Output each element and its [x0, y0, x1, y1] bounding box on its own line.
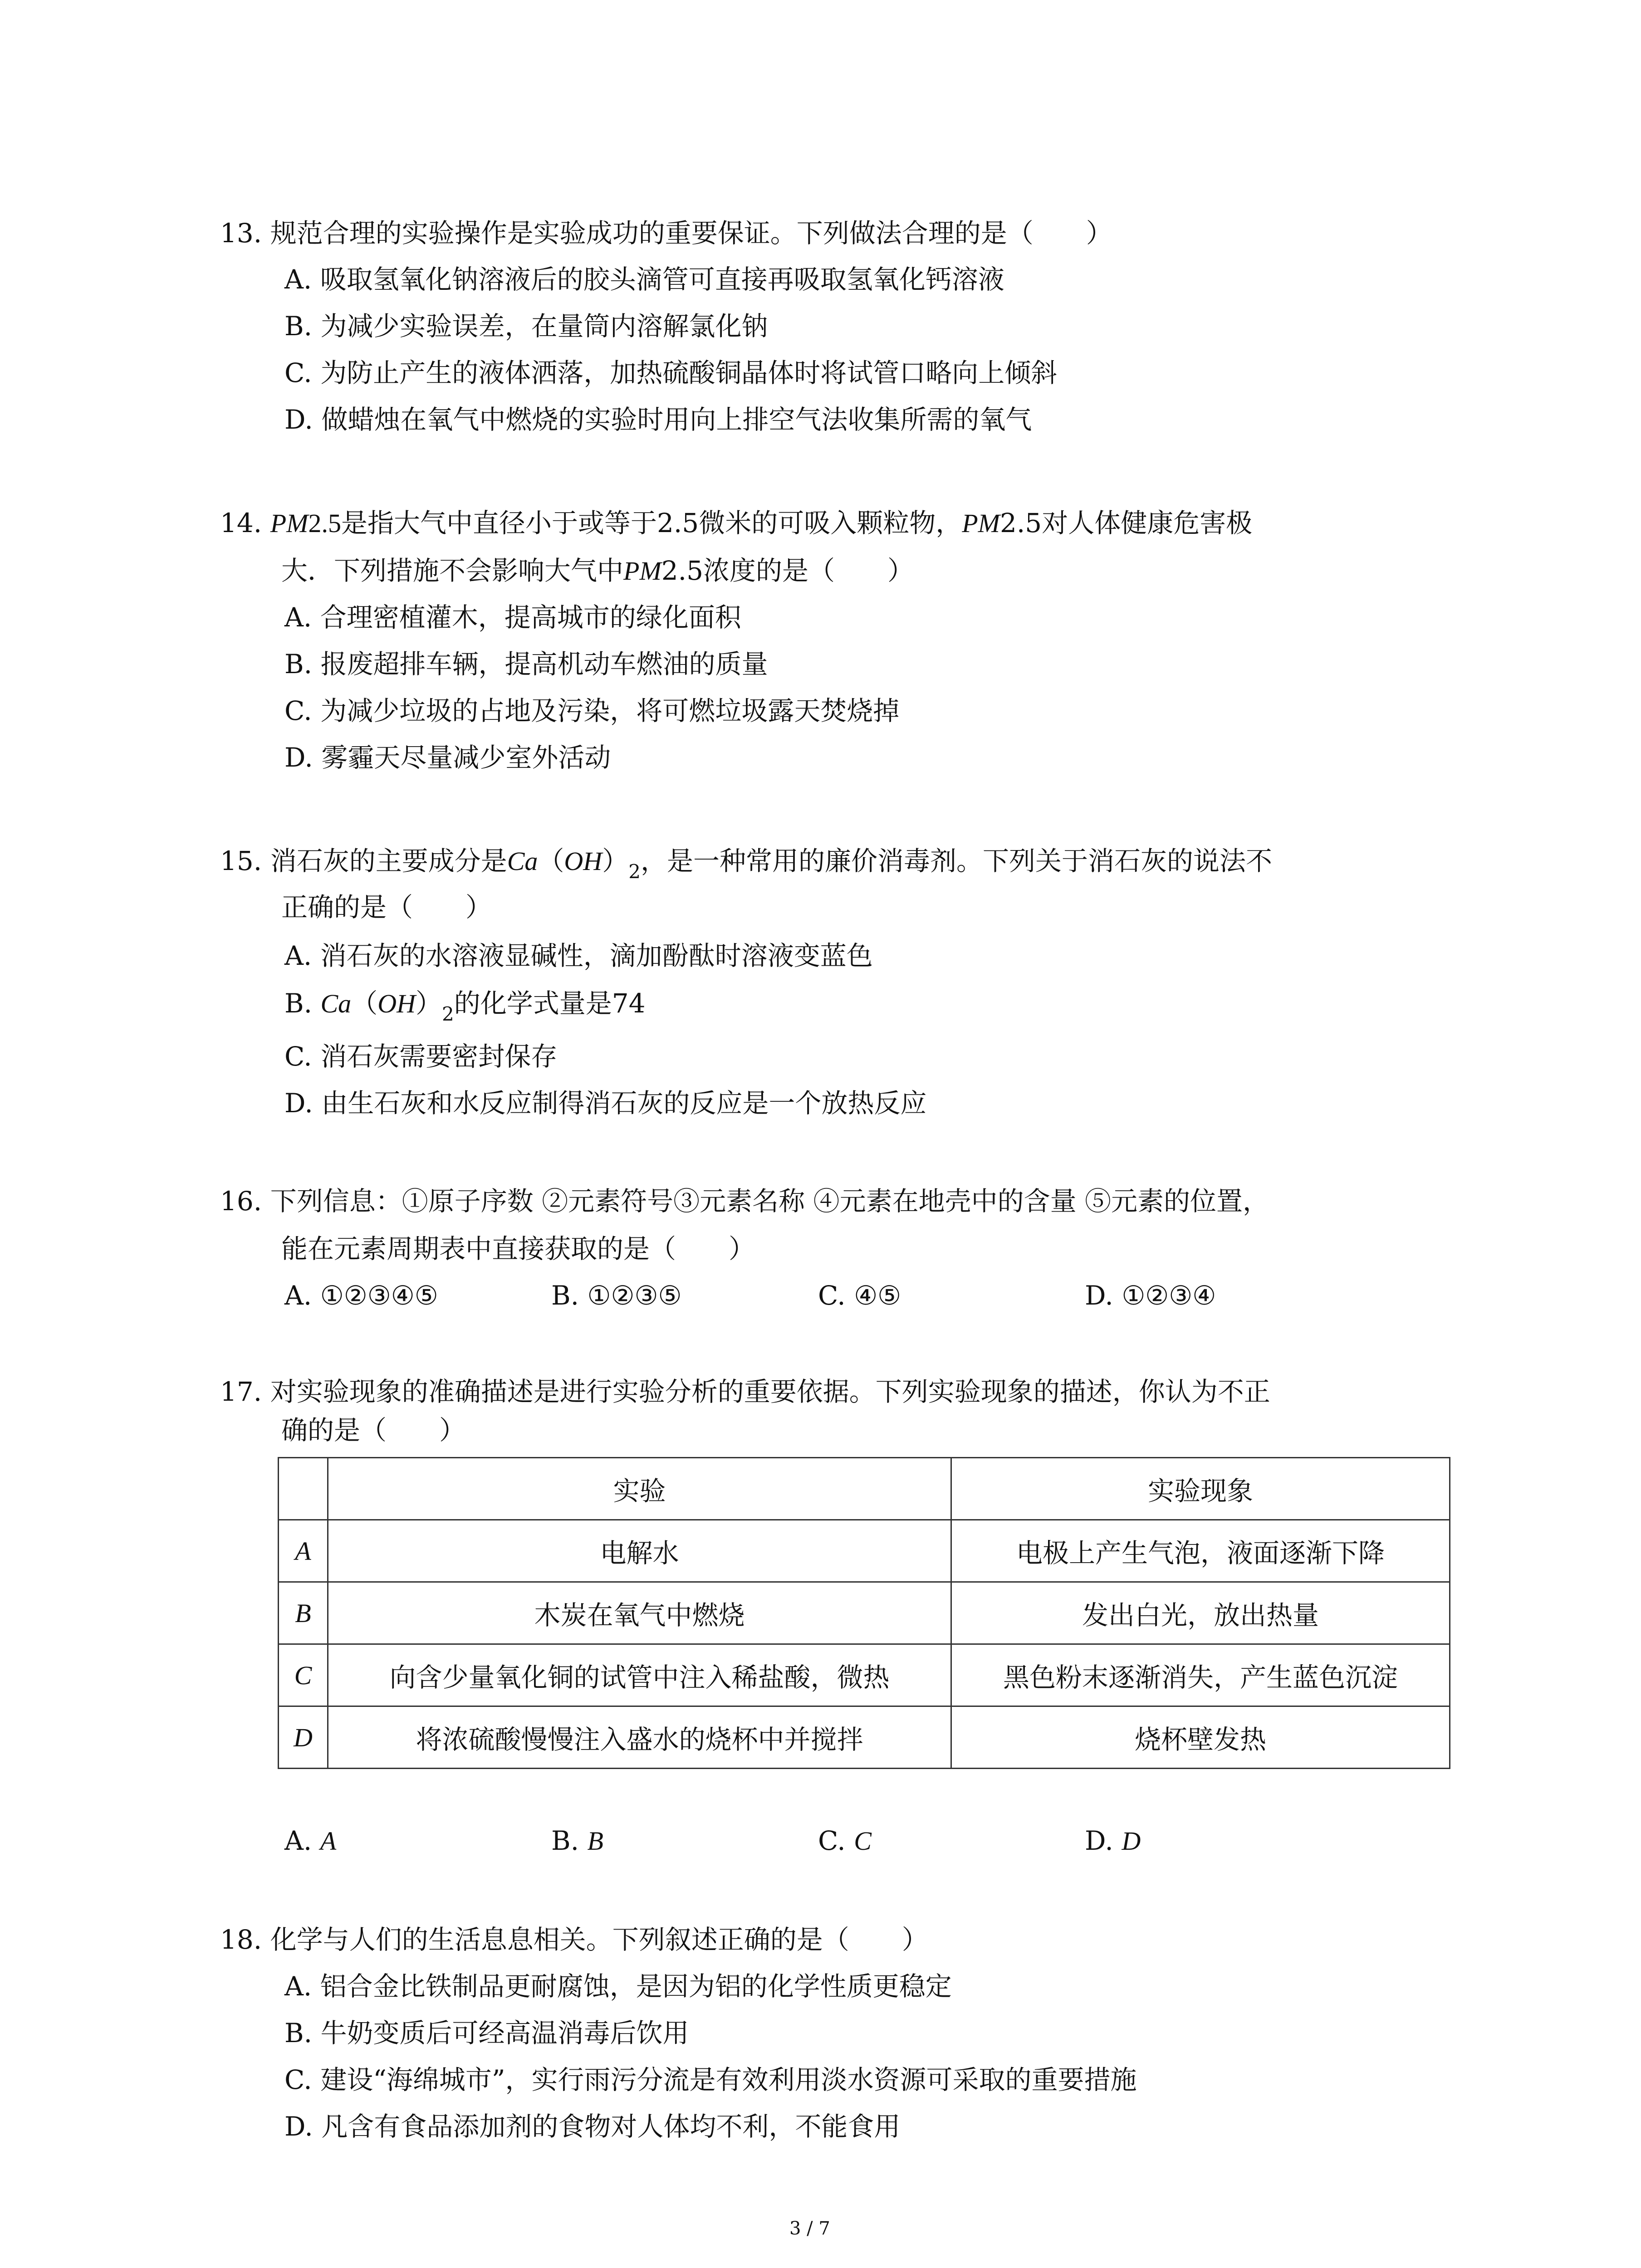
table-cell: 电解水 — [328, 1520, 951, 1582]
question-18-stem: 18. 化学与人们的生活息息相关。下列叙述正确的是（ ） — [220, 1924, 928, 1955]
page-number: 3 / 7 — [789, 2218, 830, 2239]
table-row — [279, 1644, 1450, 1706]
q17-option-b: B. B — [551, 1825, 603, 1856]
q13-option-a: A. 吸取氢氧化钠溶液后的胶头滴管可直接再吸取氢氧化钙溶液 — [284, 264, 1004, 295]
q17-option-a: A. A — [284, 1825, 337, 1856]
table-cell: 发出白光，放出热量 — [951, 1582, 1450, 1644]
table-cell-label: A — [279, 1520, 328, 1582]
question-number: 16. — [220, 1186, 262, 1217]
q13-option-b: B. 为减少实验误差，在量筒内溶解氯化钠 — [284, 311, 768, 342]
question-17-stem-line2: 确的是（ ） — [281, 1415, 466, 1446]
question-15-stem-line1: 15. 消石灰的主要成分是$Ca(OH)_2$，是一种常用的廉价消毒剂。下列关于消石灰的说法不 — [220, 846, 1272, 883]
question-15-stem-line2: 正确的是（ ） — [281, 892, 492, 923]
table-cell-label: C — [279, 1644, 328, 1706]
question-number: 17. — [220, 1376, 262, 1407]
question-number: 15. — [220, 846, 262, 876]
q13-option-d: D. 做蜡烛在氧气中燃烧的实验时用向上排空气法收集所需的氧气 — [284, 404, 1032, 435]
table-cell: 向含少量氧化铜的试管中注入稀盐酸，微热 — [328, 1644, 951, 1706]
table-row — [279, 1706, 1450, 1769]
table-header-cell: 实验现象 — [951, 1458, 1450, 1520]
table-row — [279, 1520, 1450, 1582]
q18-option-a: A. 铝合金比铁制品更耐腐蚀，是因为铝的化学性质更稳定 — [284, 1971, 952, 2002]
table-cell-label: B — [279, 1582, 328, 1644]
question-16-stem-line2: 能在元素周期表中直接获取的是（ ） — [281, 1233, 755, 1264]
table-cell: 木炭在氧气中燃烧 — [328, 1582, 951, 1644]
question-number: 18. — [220, 1924, 262, 1955]
q16-option-d: D. ①②③④ — [1085, 1280, 1216, 1311]
question-17-stem-line1: 17. 对实验现象的准确描述是进行实验分析的重要依据。下列实验现象的描述，你认为不正 — [220, 1376, 1270, 1407]
question-16-stem-line1: 16. 下列信息：①原子序数 ②元素符号③元素名称 ④元素在地壳中的含量 ⑤元素的位置， — [220, 1186, 1269, 1217]
question-text: 规范合理的实验操作是实验成功的重要保证。下列做法合理的是（ ） — [270, 218, 1112, 249]
q14-option-b: B. 报废超排车辆，提高机动车燃油的质量 — [284, 649, 768, 679]
q16-option-b: B. ①②③⑤ — [551, 1280, 682, 1311]
q14-option-c: C. 为减少垃圾的占地及污染，将可燃垃圾露天焚烧掉 — [284, 695, 900, 726]
q13-option-c: C. 为防止产生的液体洒落，加热硫酸铜晶体时将试管口略向上倾斜 — [284, 357, 1058, 388]
table-cell: 黑色粉末逐渐消失，产生蓝色沉淀 — [951, 1644, 1450, 1706]
q17-option-d: D. D — [1085, 1825, 1141, 1856]
q15-option-d: D. 由生石灰和水反应制得消石灰的反应是一个放热反应 — [284, 1088, 927, 1119]
question-14-stem-line1: 14. PM2.5是指大气中直径小于或等于2.5微米的可吸入颗粒物，PM2.5对人体健康危害极 — [220, 508, 1253, 538]
table-cell: 电极上产生气泡，液面逐渐下降 — [951, 1520, 1450, 1582]
table-row — [279, 1582, 1450, 1644]
table-header-row — [279, 1458, 1450, 1520]
question-14-stem-line2: 大．下列措施不会影响大气中PM2.5浓度的是（ ） — [281, 555, 914, 586]
q15-option-a: A. 消石灰的水溶液显碱性，滴加酚酞时溶液变蓝色 — [284, 940, 873, 971]
table-cell: 将浓硫酸慢慢注入盛水的烧杯中并搅拌 — [328, 1706, 951, 1769]
table-cell: 烧杯壁发热 — [951, 1706, 1450, 1769]
question-number: 14. — [220, 508, 262, 538]
q18-option-b: B. 牛奶变质后可经高温消毒后饮用 — [284, 2018, 689, 2048]
table-header-cell: 实验 — [328, 1458, 951, 1520]
table-cell-label: D — [279, 1706, 328, 1769]
q16-option-a: A. ①②③④⑤ — [284, 1280, 438, 1311]
q15-option-c: C. 消石灰需要密封保存 — [284, 1041, 558, 1072]
table-header-cell — [279, 1458, 328, 1520]
question-number: 13. — [220, 218, 262, 249]
q18-option-d: D. 凡含有食品添加剂的食物对人体均不利，不能食用 — [284, 2111, 901, 2142]
q14-option-d: D. 雾霾天尽量减少室外活动 — [284, 742, 611, 773]
question-13-stem — [220, 217, 1112, 249]
q15-option-b: B. $Ca(OH)_2$的化学式量是74 — [284, 988, 646, 1025]
q18-option-c: C. 建设“海绵城市”，实行雨污分流是有效利用淡水资源可采取的重要措施 — [284, 2064, 1137, 2095]
q17-option-c: C. C — [818, 1825, 872, 1856]
q16-option-c: C. ④⑤ — [818, 1280, 901, 1311]
q14-option-a: A. 合理密植灌木，提高城市的绿化面积 — [284, 602, 741, 633]
experiment-table — [278, 1457, 1450, 1769]
